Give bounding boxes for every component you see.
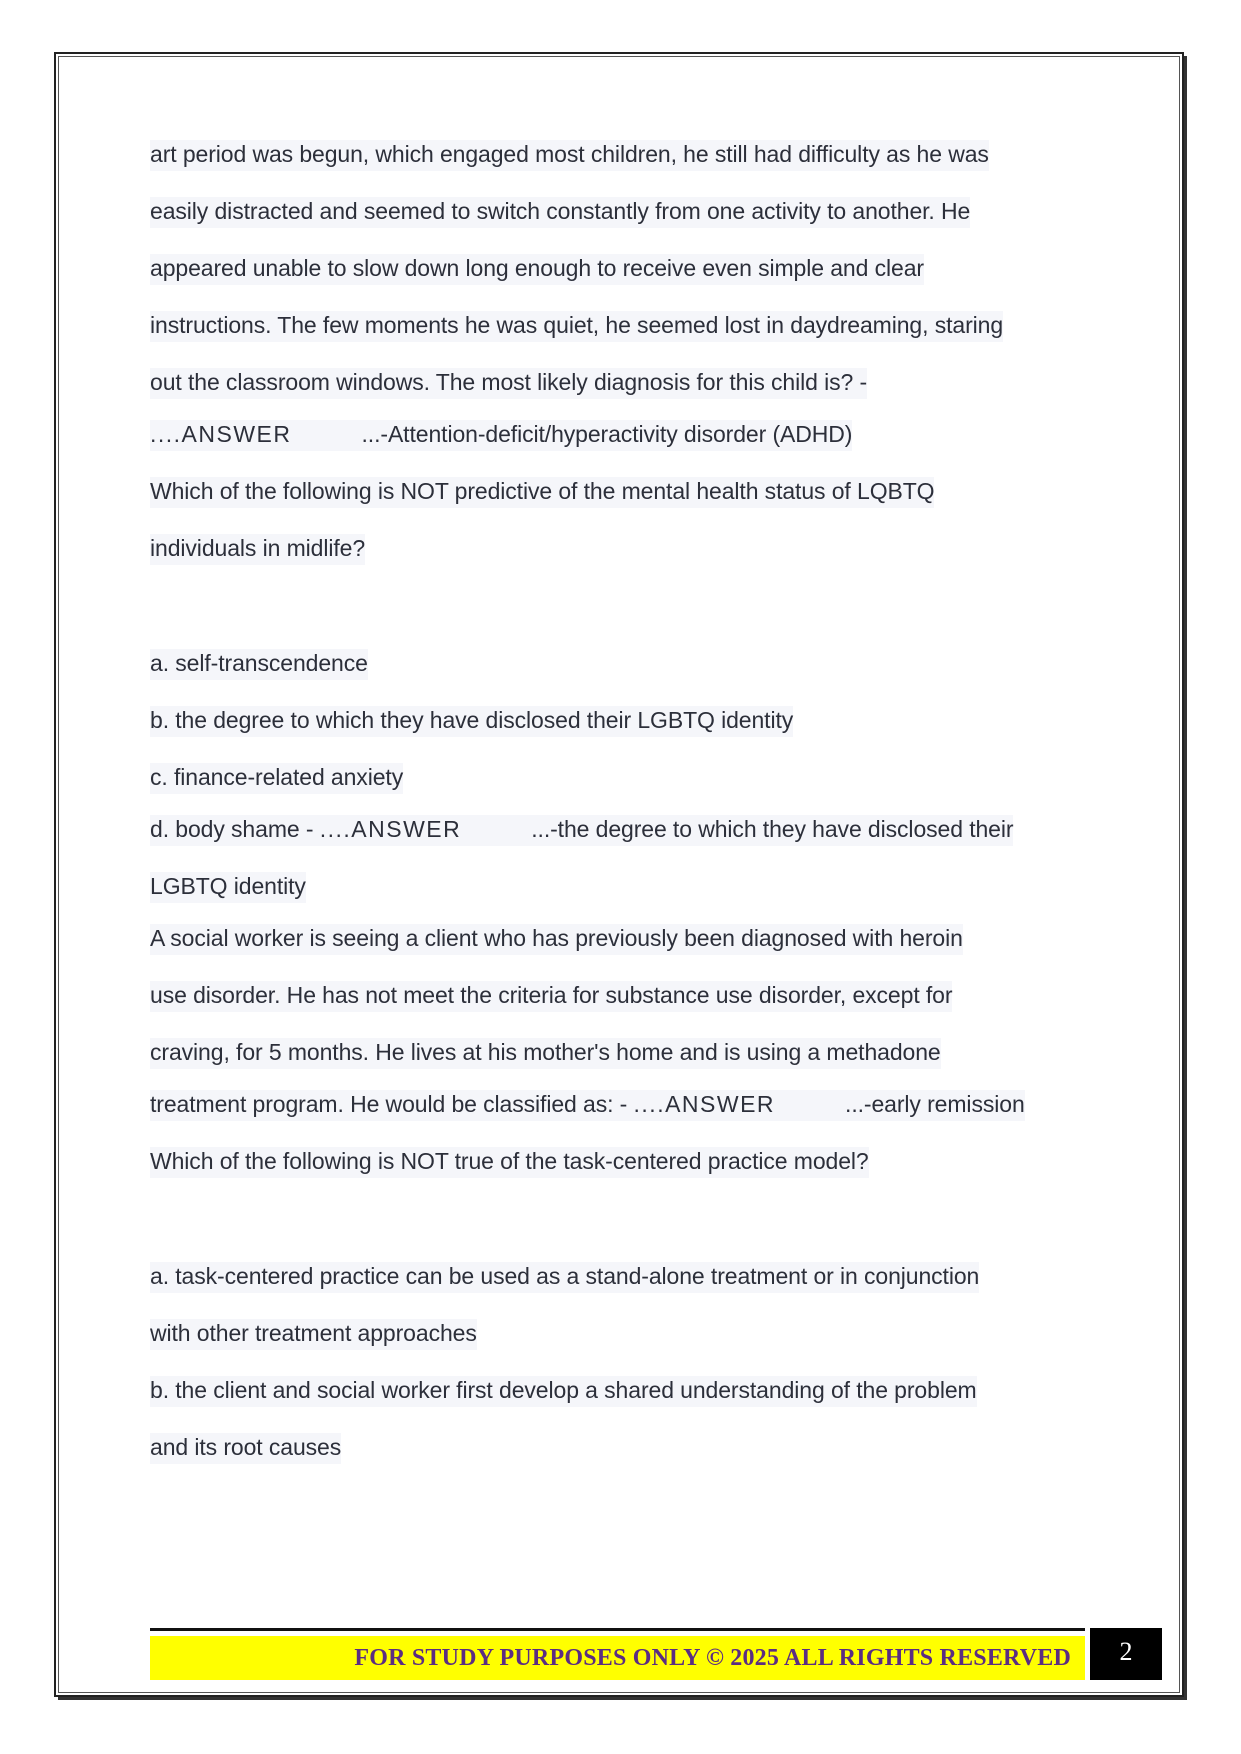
- footer-rule: [150, 1628, 1085, 1631]
- question-line: use disorder. He has not meet the criteria for substance use disorder, except for: [150, 981, 952, 1012]
- option-line: b. the client and social worker first develop a shared understanding of the problem: [150, 1376, 977, 1407]
- footer-band: [150, 1636, 1085, 1680]
- answer-text: ...-the degree to which they have disclosed their: [531, 816, 1014, 842]
- option-line: b. the degree to which they have disclosed their LGBTQ identity: [150, 706, 793, 737]
- question-line: Which of the following is NOT predictive of the mental health status of LQBTQ: [150, 477, 934, 508]
- question-line: Which of the following is NOT true of the task-centered practice model?: [150, 1147, 869, 1178]
- text-line: art period was begun, which engaged most children, he still had difficulty as he was: [150, 140, 989, 171]
- question-line: craving, for 5 months. He lives at his mother's home and is using a methadone: [150, 1038, 941, 1069]
- answer-text: ...-early remission: [845, 1091, 1025, 1117]
- footer-copyright: FOR STUDY PURPOSES ONLY © 2025 ALL RIGHTS RESERVED: [354, 1644, 1071, 1671]
- option-line: a. self-transcendence: [150, 649, 368, 680]
- page-shadow-right: [1184, 56, 1187, 1700]
- option-line: a. task-centered practice can be used as a stand-alone treatment or in conjunction: [150, 1262, 979, 1293]
- text-line: easily distracted and seemed to switch constantly from one activity to another. He: [150, 197, 970, 228]
- text-line: appeared unable to slow down long enough to receive even simple and clear: [150, 254, 924, 285]
- option-line: and its root causes: [150, 1433, 341, 1464]
- question-line: individuals in midlife?: [150, 534, 365, 565]
- answer-line: [150, 815, 1090, 872]
- text-line: instructions. The few moments he was quiet, he seemed lost in daydreaming, staring: [150, 311, 1003, 342]
- answer-line: [150, 420, 1090, 477]
- option-line: c. finance-related anxiety: [150, 763, 403, 794]
- document-body: [150, 140, 1090, 1490]
- answer-label: ....ANSWER: [150, 421, 292, 447]
- page-number: 2: [1090, 1628, 1162, 1680]
- answer-label: ....ANSWER: [633, 1091, 776, 1117]
- option-line: with other treatment approaches: [150, 1319, 477, 1350]
- answer-text: ...-Attention-deficit/hyperactivity disorder (ADHD): [361, 421, 853, 447]
- text-line: out the classroom windows. The most likely diagnosis for this child is? -: [150, 368, 867, 399]
- question-line: A social worker is seeing a client who has previously been diagnosed with heroin: [150, 924, 963, 955]
- answer-line: [150, 1090, 1090, 1147]
- answer-continuation: LGBTQ identity: [150, 872, 306, 903]
- option-text: d. body shame -: [150, 816, 320, 842]
- question-text: treatment program. He would be classified as: -: [150, 1091, 634, 1117]
- answer-label: ....ANSWER: [319, 816, 462, 842]
- page-shadow-bottom: [58, 1697, 1187, 1700]
